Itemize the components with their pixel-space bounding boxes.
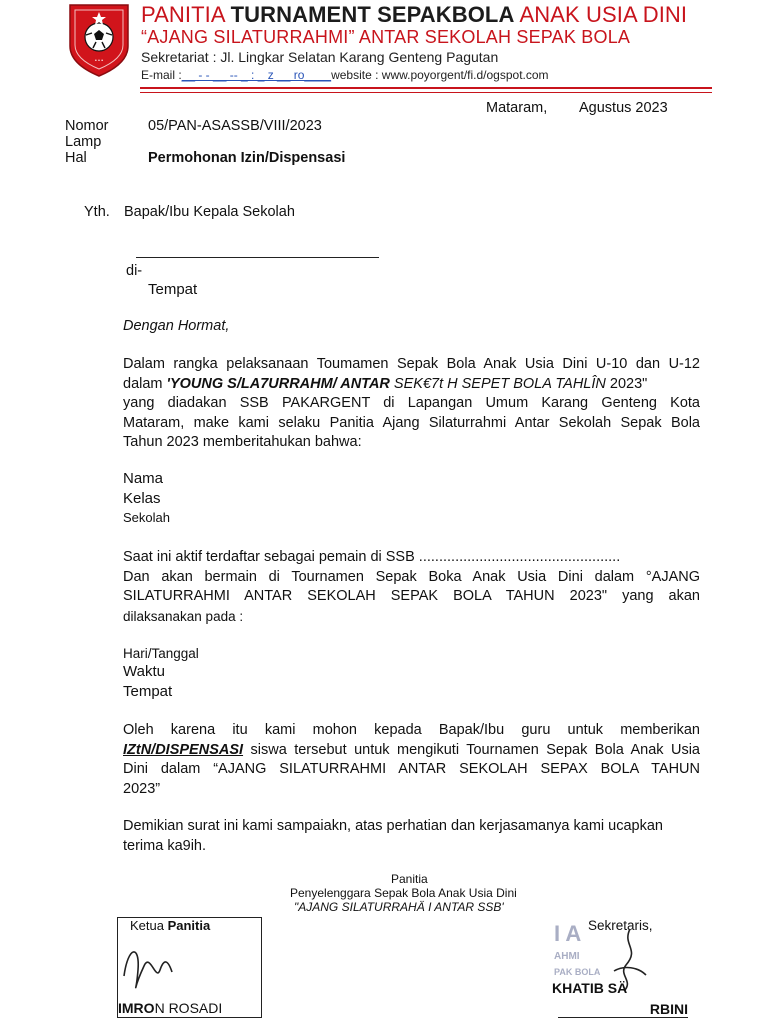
p1-line-1: Dalam rangka pelaksanaan Toumamen Sepak Bola Anak Usia Dini U-10 dan U-12: [123, 356, 700, 372]
lamp-label: Lamp: [65, 134, 102, 150]
field-nama: Nama: [123, 470, 164, 487]
paragraph-4: [123, 817, 700, 856]
closing-panitia: Panitia: [391, 872, 428, 886]
hal-value: Permohonan Izin/Dispensasi: [148, 150, 346, 166]
p3-line-1: Oleh karena itu kami mohon kepada Bapak/Ibu guru untuk memberikan: [123, 722, 700, 738]
ketua-label: Ketua Panitia: [130, 918, 211, 933]
p2-line-2: Dan akan bermain di Tournamen Sepak Boka Anak Usia Dini dalam °AJANG: [123, 568, 700, 585]
p4-line-1: Demikian surat ini kami sampaiakn, atas perhatian dan kerjasamanya kami ucapkan: [123, 818, 663, 834]
header-rule-thick: [140, 87, 712, 89]
p1-line-4: Mataram, make kami selaku Panitia Ajang Silaturrahmi Antar Sekolah Sepak Bola: [123, 414, 700, 431]
official-stamp: I A AHMI PAK BOLA: [554, 921, 601, 977]
paragraph-3: [123, 721, 700, 799]
addressee-name: Bapak/Ibu Kepala Sekolah: [124, 204, 295, 220]
field-waktu: Waktu: [123, 663, 165, 680]
ketua-signature: [118, 936, 261, 998]
p3-line-4: 2023”: [123, 780, 161, 797]
field-hari-tanggal: Hari/Tanggal: [123, 646, 199, 661]
paragraph-1: [123, 355, 700, 453]
p2-line-4: dilaksanakan pada :: [123, 608, 244, 624]
greeting: Dengan Hormat,: [123, 318, 230, 334]
p1-line-5: Tahun 2023 memberitahukan bahwa:: [123, 434, 362, 450]
letter-date: Agustus 2023: [579, 100, 668, 116]
field-sekolah: Sekolah: [123, 510, 170, 525]
field-kelas: Kelas: [123, 490, 161, 507]
di-label: di-: [126, 263, 143, 279]
hal-label: Hal: [65, 150, 87, 166]
email-link[interactable]: __ - - __ -- _ : _ z __ ro____: [181, 68, 332, 82]
p3-line-3: Dini dalam “AJANG SILATURRAHMI ANTAR SEKOLAH SEPAX BOLA TAHUN: [123, 761, 700, 777]
p2-line-1: Saat ini aktif terdaftar sebagai pemain di SSB ..................................................: [123, 549, 621, 565]
tempat-label: Tempat: [148, 281, 198, 298]
letter-place: Mataram,: [486, 100, 548, 116]
sekretaris-name-part-1: KHATIB SÄ: [552, 980, 628, 996]
p1-line-3: yang diadakan SSB PAKARGENT di Lapangan Umum Karang Genteng Kota: [123, 395, 700, 411]
letterhead-title: PANITIA TURNAMENT SEPAKBOLA ANAK USIA DINI: [141, 2, 688, 27]
yth-label: Yth.: [84, 204, 110, 220]
closing-penyelenggara: Penyelenggara Sepak Bola Anak Usia Dini: [290, 886, 517, 900]
club-logo: [66, 2, 132, 78]
website-text: website : www.poyorgent/fi.d/ogspot.com: [331, 68, 549, 82]
p2-line-3: SILATURRAHMI ANTAR SEKOLAH SEPAK BOLA TAHUN 2023" yang akan: [123, 588, 700, 604]
sekretaris-label: Sekretaris,: [588, 918, 653, 933]
letterhead-subtitle: “AJANG SILATURRAHMI” ANTAR SEKOLAH SEPAK BOLA: [141, 27, 631, 47]
nomor-value: 05/PAN-ASASSB/VIII/2023: [148, 118, 322, 134]
addressee-blank-line: [136, 257, 379, 258]
nomor-label: Nomor: [65, 118, 109, 134]
p3-line-2: IZtN/DISPENSASI siswa tersebut untuk mengikuti Tournamen Sepak Bola Anak Usia: [123, 741, 700, 758]
field-tempat: Tempat: [123, 683, 173, 700]
letterhead-secretariat: Sekretariat : Jl. Lingkar Selatan Karang Genteng Pagutan: [141, 49, 499, 65]
letterhead-contact: E-mail :__ - - __ -- _ : _ z __ ro____website : www.poyorgent/fi.d/ogspot.com: [141, 68, 549, 82]
p1-line-2: dalam 'YOUNG S/LA7URRAHM/ ANTAR SEK€7t H SEPET BOLA TAHLÎN 2023": [123, 375, 648, 392]
paragraph-2: [123, 548, 700, 626]
sekretaris-name-part-2: RBINI: [558, 1001, 688, 1018]
header-rule-thin: [140, 92, 712, 93]
p4-line-2: terima ka9ih.: [123, 837, 207, 854]
svg-text:• • •: • • •: [94, 58, 104, 64]
ketua-signature-box: [117, 917, 262, 1018]
ketua-name: IMRON ROSADI: [118, 1000, 223, 1016]
closing-event: "AJANG SILATURRAHÄ I ANTAR SSB': [294, 900, 504, 914]
